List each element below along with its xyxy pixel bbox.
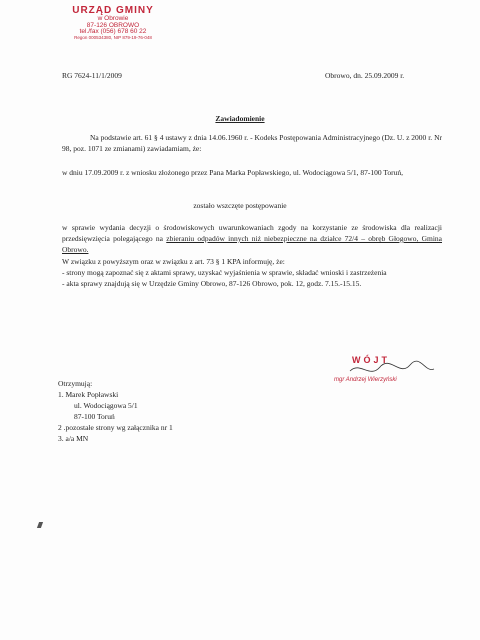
- application-paragraph: w dniu 17.09.2009 r. z wniosku złożonego przez Pana Marka Popławskiego, ul. Wodociągowa 5/1, 87-100 Toruń,: [62, 168, 404, 177]
- recipient-3: 3. a/a MN: [58, 434, 89, 443]
- office-stamp: [58, 6, 168, 40]
- info-item-2: - akta sprawy znajdują się w Urzędzie Gminy Obrowo, 87-126 Obrowo, pok. 12, godz. 7.15.-15.15.: [62, 279, 362, 288]
- legal-basis-paragraph: Na podstawie art. 61 § 4 ustawy z dnia 14.06.1960 r. - Kodeks Postępowania Administracyjnego (Dz. U. z 2000 r. Nr 98, poz. 1071 ze zmianami) zawiadamiam, że:: [62, 133, 442, 153]
- signature-title: WÓJT: [352, 355, 390, 365]
- stamp-line-5: Regon 000534380, NIP 879-19-76-048: [74, 34, 152, 40]
- handwritten-signature-icon: [330, 359, 440, 389]
- stamp-line-3: 87-126 OBROWO: [86, 21, 140, 29]
- place-date: Obrowo, dn. 25.09.2009 r.: [325, 71, 405, 80]
- stamp-line-2: w Obrowie: [97, 15, 129, 22]
- info-item-1: - strony mogą zapoznać się z aktami sprawy, uzyskać wyjaśnienia w sprawie, składać wnioski i zastrzeżenia: [62, 268, 387, 277]
- stamp-line-1: URZĄD GMINY: [72, 5, 154, 16]
- info-intro: W związku z powyższym oraz w związku z art. 73 § 1 KPA informuję, że:: [62, 257, 285, 266]
- ink-mark: [37, 522, 43, 528]
- stamp-line-4: tel./fax (056) 678 60 22: [79, 28, 147, 35]
- recipient-1: 1. Marek Popławski: [58, 390, 119, 399]
- recipients-heading: Otrzymują:: [58, 379, 93, 388]
- info-block: [62, 256, 442, 289]
- subject-text: w sprawie wydania decyzji o środowiskowych uwarunkowaniach zgody na korzystanie ze środowiska dla realizacji przedsięwzięcia polegającego na: [62, 223, 442, 243]
- recipient-1-city: 87-100 Toruń: [74, 412, 115, 421]
- subject-paragraph: [62, 222, 442, 255]
- recipient-1-street: ul. Wodociągowa 5/1: [74, 401, 138, 410]
- reference-number: RG 7624-11/1/2009: [62, 71, 122, 80]
- proceedings-initiated: zostało wszczęte postępowanie: [193, 201, 287, 210]
- document-title: Zawiadomienie: [215, 114, 265, 123]
- recipients-list: [58, 378, 173, 444]
- subject-underlined: zbieraniu odpadów innych niż niebezpieczne na działce 72/4 – obręb Głogowo, Gmina Obrowo.: [62, 234, 442, 254]
- recipient-2: 2 .pozostałe strony wg załącznika nr 1: [58, 423, 173, 432]
- signature-name: mgr Andrzej Wierzyński: [334, 377, 397, 383]
